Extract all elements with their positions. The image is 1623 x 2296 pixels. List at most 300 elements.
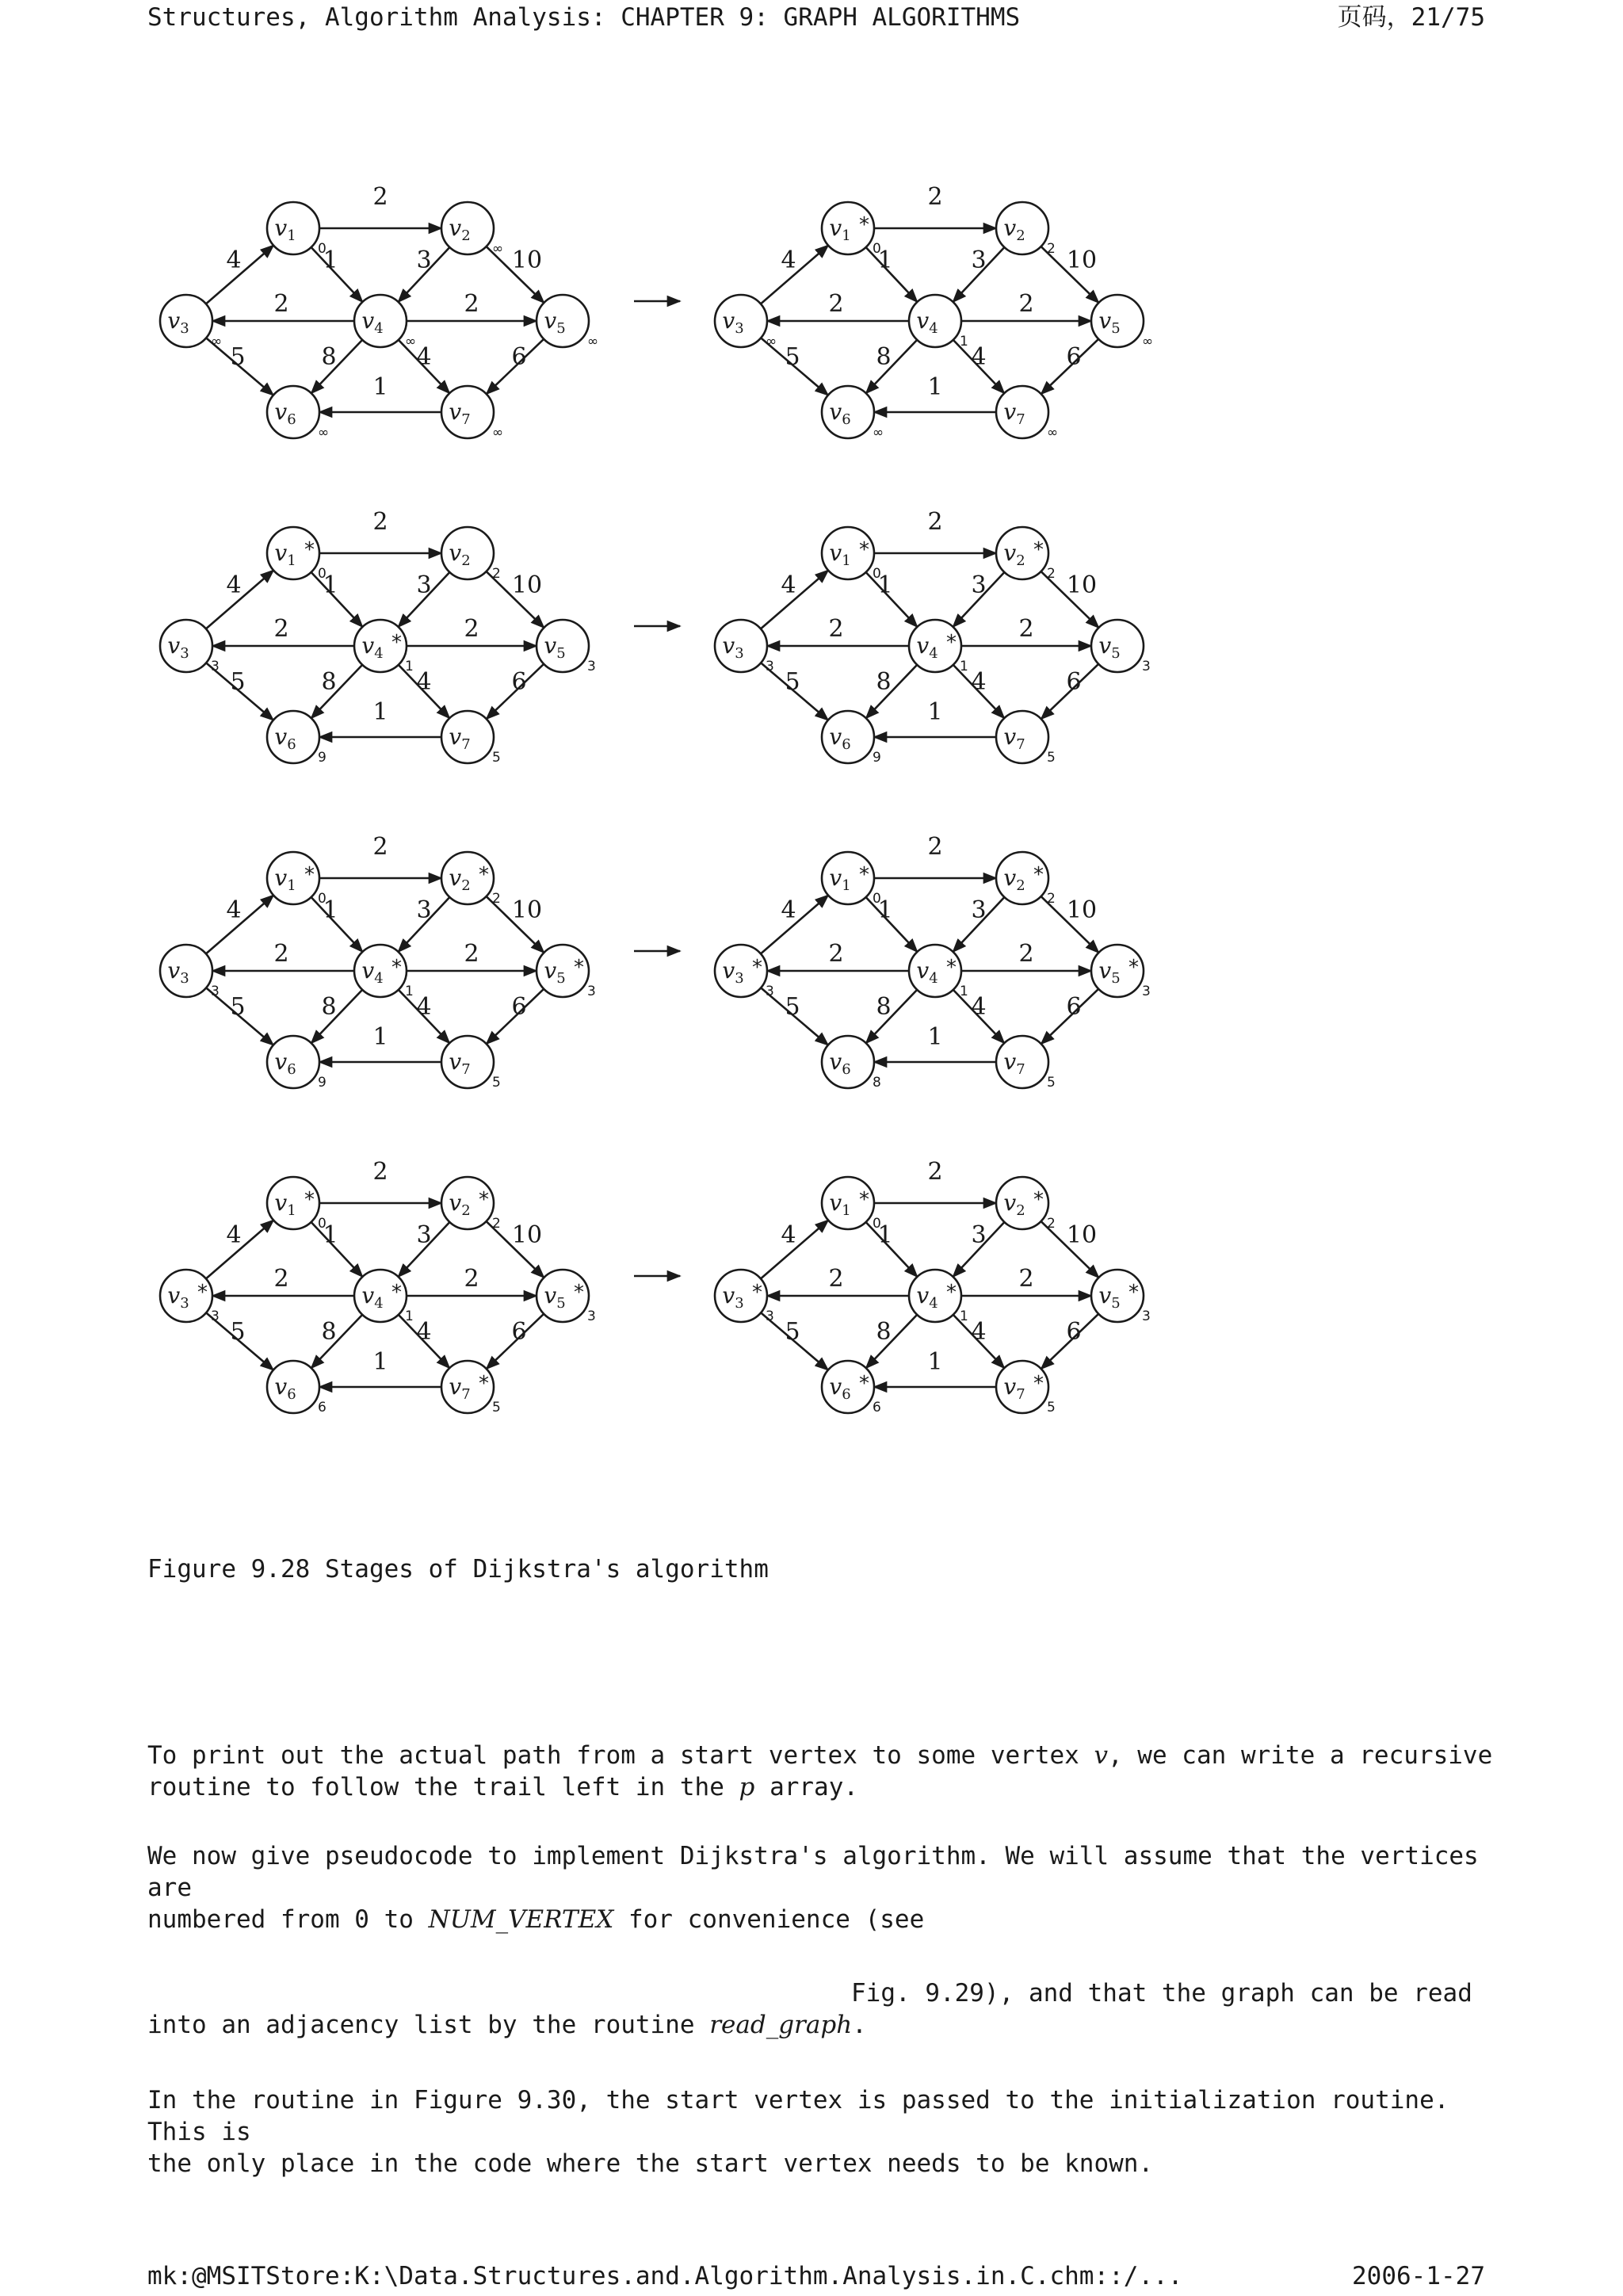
edge-weight-label: 8 — [321, 1318, 337, 1346]
vertex-v7 — [441, 1361, 501, 1415]
vertex-label: $v_4$ — [361, 1282, 384, 1312]
known-marker: * — [859, 1372, 869, 1396]
edge-weight-label: 4 — [781, 571, 796, 599]
distance-label: 3 — [587, 984, 596, 999]
vertex-label: $v_7$ — [1003, 1373, 1025, 1403]
known-marker: * — [752, 956, 762, 980]
edge-weight-label: 2 — [372, 833, 388, 861]
vertex-v6 — [267, 1036, 327, 1091]
vertex-label: $v_6$ — [274, 1049, 296, 1078]
known-marker: * — [197, 1281, 208, 1305]
edge-weight-label: 1 — [877, 896, 893, 924]
vertex-v7 — [996, 1036, 1056, 1091]
stage-2-graph — [715, 183, 1153, 441]
vertex-label: $v_1$ — [829, 865, 851, 894]
edge-weight-label: 3 — [971, 571, 987, 599]
distance-label: 3 — [766, 659, 774, 674]
distance-label: 2 — [1047, 891, 1056, 907]
vertex-label: $v_3$ — [167, 632, 189, 662]
distance-label: 2 — [492, 1216, 501, 1232]
vertex-v1 — [822, 1177, 881, 1232]
distance-label: 1 — [960, 334, 968, 350]
edge-weight-label: 10 — [1066, 1221, 1098, 1249]
edge-weight-label: 2 — [1018, 290, 1034, 318]
vertex-v4 — [909, 620, 968, 674]
edge-weight-label: 2 — [1018, 940, 1034, 968]
distance-label: 0 — [318, 241, 327, 257]
known-marker: * — [391, 631, 402, 655]
edge-weight-label: 3 — [971, 246, 987, 274]
edge-weight-label: 10 — [511, 1221, 543, 1249]
footer-source-path: mk:@MSITStore:K:\Data.Structures.and.Algorithm.Analysis.in.C.chm::/... — [147, 2262, 1183, 2290]
edge-weight-label: 1 — [877, 1221, 893, 1249]
distance-label: 1 — [960, 659, 968, 674]
distance-label: 1 — [405, 659, 414, 674]
edge-weight-label: 4 — [781, 246, 796, 274]
edge-weight-label: 2 — [927, 833, 943, 861]
edge-weight-label: 3 — [416, 246, 432, 274]
edge-weight-label: 2 — [927, 508, 943, 536]
known-marker: * — [391, 1281, 402, 1305]
distance-label: 9 — [873, 750, 881, 766]
vertex-label: $v_1$ — [274, 865, 296, 894]
header-page-number: 页码，21/75 — [1337, 3, 1485, 32]
known-marker: * — [479, 1372, 489, 1396]
vertex-v1 — [267, 852, 327, 907]
vertex-v7 — [996, 711, 1056, 766]
vertex-v2 — [996, 527, 1056, 582]
edge-weight-label: 5 — [230, 343, 246, 371]
vertex-label: $v_2$ — [449, 865, 471, 894]
distance-label: ∞ — [492, 425, 504, 441]
edge-weight-label: 4 — [226, 246, 242, 274]
known-marker: * — [946, 1281, 957, 1305]
edge-weight-label: 2 — [464, 290, 479, 318]
vertex-label: $v_2$ — [449, 1190, 471, 1219]
vertex-v3 — [715, 1270, 774, 1324]
edge-weight-label: 1 — [323, 1221, 338, 1249]
distance-label: 1 — [960, 984, 968, 999]
vertex-label: $v_7$ — [449, 1049, 471, 1078]
distance-label: ∞ — [405, 334, 417, 350]
edge-weight-label: 2 — [273, 1265, 289, 1293]
vertex-label: $v_7$ — [1003, 1049, 1025, 1078]
known-marker: * — [1033, 1188, 1044, 1212]
vertex-v4 — [909, 295, 968, 350]
edge-weight-label: 4 — [971, 668, 987, 696]
distance-label: 5 — [1047, 750, 1056, 766]
edge-v4-v6 — [311, 990, 362, 1043]
distance-label: 0 — [873, 566, 881, 582]
paragraph-line: into an adjacency list by the routine read_graph. — [147, 2011, 867, 2039]
edge-weight-label: 4 — [226, 896, 242, 924]
distance-label: 1 — [405, 984, 414, 999]
vertex-v3 — [715, 620, 774, 674]
distance-label: ∞ — [211, 334, 223, 350]
distance-label: 1 — [405, 1308, 414, 1324]
stage-1-graph — [160, 183, 598, 441]
paragraph-print-path — [147, 1740, 1510, 1803]
edge-weight-label: 1 — [877, 571, 893, 599]
vertex-v6 — [267, 711, 327, 766]
vertex-v7 — [996, 1361, 1056, 1415]
known-marker: * — [1128, 1281, 1139, 1305]
distance-label: 9 — [318, 1075, 327, 1091]
edge-weight-label: 1 — [323, 246, 338, 274]
paragraph-pseudocode-intro — [147, 1840, 1510, 1935]
edge-weight-label: 2 — [372, 508, 388, 536]
edge-weight-label: 5 — [230, 668, 246, 696]
known-marker: * — [304, 538, 315, 562]
known-marker: * — [1033, 1372, 1044, 1396]
edge-weight-label: 6 — [1066, 343, 1082, 371]
vertex-v3 — [160, 1270, 220, 1324]
vertex-label: $v_3$ — [722, 632, 744, 662]
vertex-v5 — [537, 295, 598, 350]
vertex-v3 — [715, 295, 777, 350]
vertex-label: $v_2$ — [449, 215, 471, 244]
distance-label: 3 — [1142, 1308, 1151, 1324]
edge-weight-label: 1 — [372, 1348, 388, 1376]
edge-weight-label: 6 — [1066, 668, 1082, 696]
known-marker: * — [752, 1281, 762, 1305]
vertex-v2 — [996, 852, 1056, 907]
stage-8-graph — [715, 1158, 1151, 1415]
edge-weight-label: 4 — [226, 1221, 242, 1249]
paragraph-line: routine to follow the trail left in the p array. — [147, 1773, 859, 1801]
vertex-v6 — [822, 711, 881, 766]
stage-5-graph — [160, 833, 596, 1091]
vertex-label: $v_5$ — [1098, 308, 1121, 337]
paragraph-line: We now give pseudocode to implement Dijkstra's algorithm. We will assume that the vertices are — [147, 1842, 1479, 1902]
edge-weight-label: 5 — [785, 343, 800, 371]
edge-weight-label: 6 — [1066, 993, 1082, 1021]
distance-label: 3 — [1142, 659, 1151, 674]
vertex-v1 — [267, 1177, 327, 1232]
edge-weight-label: 2 — [927, 183, 943, 211]
edge-weight-label: 2 — [464, 1265, 479, 1293]
vertex-v4 — [354, 945, 414, 999]
distance-label: 3 — [211, 984, 220, 999]
vertex-v5 — [1091, 945, 1151, 999]
vertex-label: $v_6$ — [829, 1049, 851, 1078]
vertex-label: $v_2$ — [1003, 1190, 1025, 1219]
distance-label: 5 — [1047, 1400, 1056, 1415]
edge-weight-label: 10 — [511, 571, 543, 599]
edge-weight-label: 10 — [1066, 246, 1098, 274]
distance-label: ∞ — [318, 425, 330, 441]
edge-weight-label: 8 — [321, 668, 337, 696]
vertex-v6 — [822, 386, 884, 441]
vertex-label: $v_1$ — [274, 215, 296, 244]
edge-weight-label: 8 — [321, 993, 337, 1021]
vertex-label: $v_5$ — [544, 632, 566, 662]
known-marker: * — [479, 863, 489, 887]
edge-v4-v6 — [866, 1315, 917, 1368]
known-marker: * — [946, 956, 957, 980]
distance-label: 3 — [766, 984, 774, 999]
vertex-v2 — [996, 1177, 1056, 1232]
paragraph-line: numbered from 0 to NUM_VERTEX for convenience (see — [147, 1905, 925, 1934]
vertex-label: $v_5$ — [544, 1282, 566, 1312]
vertex-v1 — [267, 202, 327, 257]
distance-label: 3 — [211, 1308, 220, 1324]
vertex-v1 — [822, 527, 881, 582]
edge-weight-label: 4 — [781, 1221, 796, 1249]
known-marker: * — [1033, 863, 1044, 887]
vertex-v2 — [996, 202, 1056, 257]
edge-weight-label: 4 — [971, 993, 987, 1021]
vertex-v6 — [822, 1361, 881, 1415]
edge-weight-label: 2 — [828, 290, 844, 318]
distance-label: 8 — [873, 1075, 881, 1091]
edge-weight-label: 4 — [226, 571, 242, 599]
vertex-v2 — [441, 852, 501, 907]
edge-weight-label: 6 — [1066, 1318, 1082, 1346]
vertex-v6 — [267, 1361, 327, 1415]
edge-weight-label: 8 — [321, 343, 337, 371]
vertex-label: $v_5$ — [1098, 632, 1121, 662]
edge-weight-label: 6 — [511, 1318, 527, 1346]
vertex-v5 — [537, 1270, 596, 1324]
edge-v4-v6 — [866, 340, 917, 393]
edge-weight-label: 3 — [416, 1221, 432, 1249]
vertex-label: $v_1$ — [829, 540, 851, 569]
vertex-v3 — [160, 620, 220, 674]
edge-v4-v6 — [311, 1315, 362, 1368]
vertex-v6 — [267, 386, 329, 441]
edge-weight-label: 2 — [828, 940, 844, 968]
vertex-v1 — [267, 527, 327, 582]
vertex-label: $v_1$ — [274, 1190, 296, 1219]
footer-date: 2006-1-27 — [1352, 2262, 1485, 2290]
edge-weight-label: 1 — [927, 1023, 943, 1051]
paragraph-line: In the routine in Figure 9.30, the start vertex is passed to the initialization routine. This is — [147, 2086, 1449, 2146]
edge-weight-label: 3 — [971, 896, 987, 924]
vertex-v5 — [537, 945, 596, 999]
edge-v4-v6 — [866, 665, 917, 718]
edge-weight-label: 1 — [372, 373, 388, 401]
vertex-label: $v_4$ — [916, 1282, 938, 1312]
paragraph-line: the only place in the code where the start vertex needs to be known. — [147, 2149, 1154, 2178]
edge-weight-label: 1 — [877, 246, 893, 274]
vertex-label: $v_3$ — [722, 308, 744, 337]
vertex-v4 — [354, 620, 414, 674]
vertex-label: $v_2$ — [1003, 215, 1025, 244]
edge-weight-label: 3 — [416, 571, 432, 599]
edge-weight-label: 10 — [1066, 896, 1098, 924]
vertex-label: $v_4$ — [916, 308, 938, 337]
vertex-v5 — [1091, 1270, 1151, 1324]
distance-label: 5 — [492, 1075, 501, 1091]
edge-weight-label: 5 — [230, 993, 246, 1021]
edge-weight-label: 5 — [230, 1318, 246, 1346]
distance-label: ∞ — [1142, 334, 1154, 350]
edge-weight-label: 8 — [876, 1318, 892, 1346]
distance-label: 2 — [1047, 241, 1056, 257]
vertex-label: $v_4$ — [361, 632, 384, 662]
vertex-label: $v_6$ — [829, 724, 851, 753]
known-marker: * — [391, 956, 402, 980]
edge-weight-label: 5 — [785, 668, 800, 696]
known-marker: * — [574, 1281, 584, 1305]
stage-7-graph — [160, 1158, 596, 1415]
edge-weight-label: 4 — [971, 343, 987, 371]
known-marker: * — [304, 863, 315, 887]
vertex-label: $v_3$ — [167, 957, 189, 987]
vertex-label: $v_4$ — [916, 957, 938, 987]
vertex-label: $v_7$ — [1003, 724, 1025, 753]
vertex-v2 — [441, 202, 503, 257]
distance-label: 3 — [587, 659, 596, 674]
known-marker: * — [859, 863, 869, 887]
distance-label: ∞ — [766, 334, 777, 350]
vertex-label: $v_2$ — [1003, 540, 1025, 569]
paragraph-line: Fig. 9.29), and that the graph can be read — [851, 1979, 1472, 2008]
known-marker: * — [946, 631, 957, 655]
distance-label: ∞ — [492, 241, 504, 257]
edge-weight-label: 5 — [785, 993, 800, 1021]
distance-label: 3 — [587, 1308, 596, 1324]
vertex-v6 — [822, 1036, 881, 1091]
known-marker: * — [574, 956, 584, 980]
vertex-v7 — [441, 1036, 501, 1091]
edge-weight-label: 3 — [416, 896, 432, 924]
vertex-label: $v_7$ — [449, 724, 471, 753]
vertex-label: $v_5$ — [544, 308, 566, 337]
edge-weight-label: 4 — [416, 343, 432, 371]
page-footer — [147, 2260, 1485, 2295]
edge-weight-label: 4 — [971, 1318, 987, 1346]
distance-label: 0 — [873, 1216, 881, 1232]
vertex-label: $v_7$ — [449, 1373, 471, 1403]
edge-weight-label: 2 — [1018, 615, 1034, 643]
vertex-v4 — [354, 1270, 414, 1324]
distance-label: 5 — [1047, 1075, 1056, 1091]
stage-6-graph — [715, 833, 1151, 1091]
distance-label: 0 — [873, 241, 881, 257]
edge-weight-label: 10 — [511, 246, 543, 274]
distance-label: 5 — [492, 1400, 501, 1415]
distance-label: 2 — [492, 566, 501, 582]
distance-label: 2 — [492, 891, 501, 907]
vertex-label: $v_7$ — [449, 399, 471, 428]
vertex-label: $v_4$ — [361, 957, 384, 987]
distance-label: 3 — [766, 1308, 774, 1324]
edge-weight-label: 4 — [416, 668, 432, 696]
edge-weight-label: 10 — [1066, 571, 1098, 599]
edge-weight-label: 5 — [785, 1318, 800, 1346]
vertex-label: $v_3$ — [167, 308, 189, 337]
edge-v4-v6 — [311, 665, 362, 718]
distance-label: ∞ — [873, 425, 884, 441]
header-title: Structures, Algorithm Analysis: CHAPTER 9: GRAPH ALGORITHMS — [147, 3, 1021, 32]
vertex-v2 — [441, 1177, 501, 1232]
known-marker: * — [859, 538, 869, 562]
distance-label: 6 — [873, 1400, 881, 1415]
edge-weight-label: 1 — [372, 1023, 388, 1051]
known-marker: * — [859, 213, 869, 237]
vertex-v3 — [160, 295, 222, 350]
edge-weight-label: 10 — [511, 896, 543, 924]
vertex-v3 — [160, 945, 220, 999]
edge-weight-label: 3 — [971, 1221, 987, 1249]
edge-weight-label: 2 — [464, 615, 479, 643]
vertex-label: $v_6$ — [829, 1373, 851, 1403]
vertex-v2 — [441, 527, 501, 582]
vertex-label: $v_5$ — [1098, 1282, 1121, 1312]
edge-weight-label: 2 — [927, 1158, 943, 1186]
edge-weight-label: 2 — [1018, 1265, 1034, 1293]
figure-caption: Figure 9.28 Stages of Dijkstra's algorithm — [147, 1555, 769, 1584]
vertex-v7 — [441, 386, 503, 441]
distance-label: 1 — [960, 1308, 968, 1324]
edge-v4-v6 — [866, 990, 917, 1043]
edge-weight-label: 1 — [323, 571, 338, 599]
vertex-v5 — [537, 620, 596, 674]
known-marker: * — [859, 1188, 869, 1212]
edge-v4-v6 — [311, 340, 362, 393]
edge-weight-label: 6 — [511, 668, 527, 696]
distance-label: 2 — [1047, 566, 1056, 582]
vertex-label: $v_1$ — [274, 540, 296, 569]
vertex-label: $v_5$ — [1098, 957, 1121, 987]
vertex-v1 — [822, 202, 881, 257]
vertex-label: $v_1$ — [829, 215, 851, 244]
edge-weight-label: 1 — [372, 698, 388, 726]
edge-weight-label: 1 — [927, 698, 943, 726]
edge-weight-label: 1 — [927, 1348, 943, 1376]
edge-weight-label: 4 — [416, 1318, 432, 1346]
edge-weight-label: 2 — [372, 183, 388, 211]
edge-weight-label: 1 — [927, 373, 943, 401]
edge-weight-label: 8 — [876, 668, 892, 696]
vertex-label: $v_4$ — [361, 308, 384, 337]
distance-label: 3 — [211, 659, 220, 674]
edge-weight-label: 6 — [511, 343, 527, 371]
distance-label: 5 — [492, 750, 501, 766]
edge-weight-label: 4 — [781, 896, 796, 924]
vertex-v7 — [441, 711, 501, 766]
stage-3-graph — [160, 508, 596, 766]
edge-weight-label: 2 — [372, 1158, 388, 1186]
paragraph-line: To print out the actual path from a start vertex to some vertex v, we can write a recursive — [147, 1741, 1493, 1770]
vertex-label: $v_7$ — [1003, 399, 1025, 428]
vertex-label: $v_3$ — [167, 1282, 189, 1312]
vertex-v1 — [822, 852, 881, 907]
vertex-label: $v_6$ — [829, 399, 851, 428]
known-marker: * — [1033, 538, 1044, 562]
edge-weight-label: 6 — [511, 993, 527, 1021]
vertex-label: $v_6$ — [274, 399, 296, 428]
vertex-label: $v_4$ — [916, 632, 938, 662]
distance-label: 3 — [1142, 984, 1151, 999]
vertex-v7 — [996, 386, 1058, 441]
vertex-label: $v_3$ — [722, 1282, 744, 1312]
vertex-label: $v_3$ — [722, 957, 744, 987]
vertex-v3 — [715, 945, 774, 999]
distance-label: 0 — [318, 1216, 327, 1232]
stage-4-graph — [715, 508, 1151, 766]
paragraph-adjacency-list — [147, 1977, 1510, 2041]
distance-label: 2 — [1047, 1216, 1056, 1232]
vertex-label: $v_6$ — [274, 724, 296, 753]
vertex-v4 — [909, 1270, 968, 1324]
distance-label: 6 — [318, 1400, 327, 1415]
distance-label: 9 — [318, 750, 327, 766]
vertex-label: $v_2$ — [449, 540, 471, 569]
known-marker: * — [304, 1188, 315, 1212]
